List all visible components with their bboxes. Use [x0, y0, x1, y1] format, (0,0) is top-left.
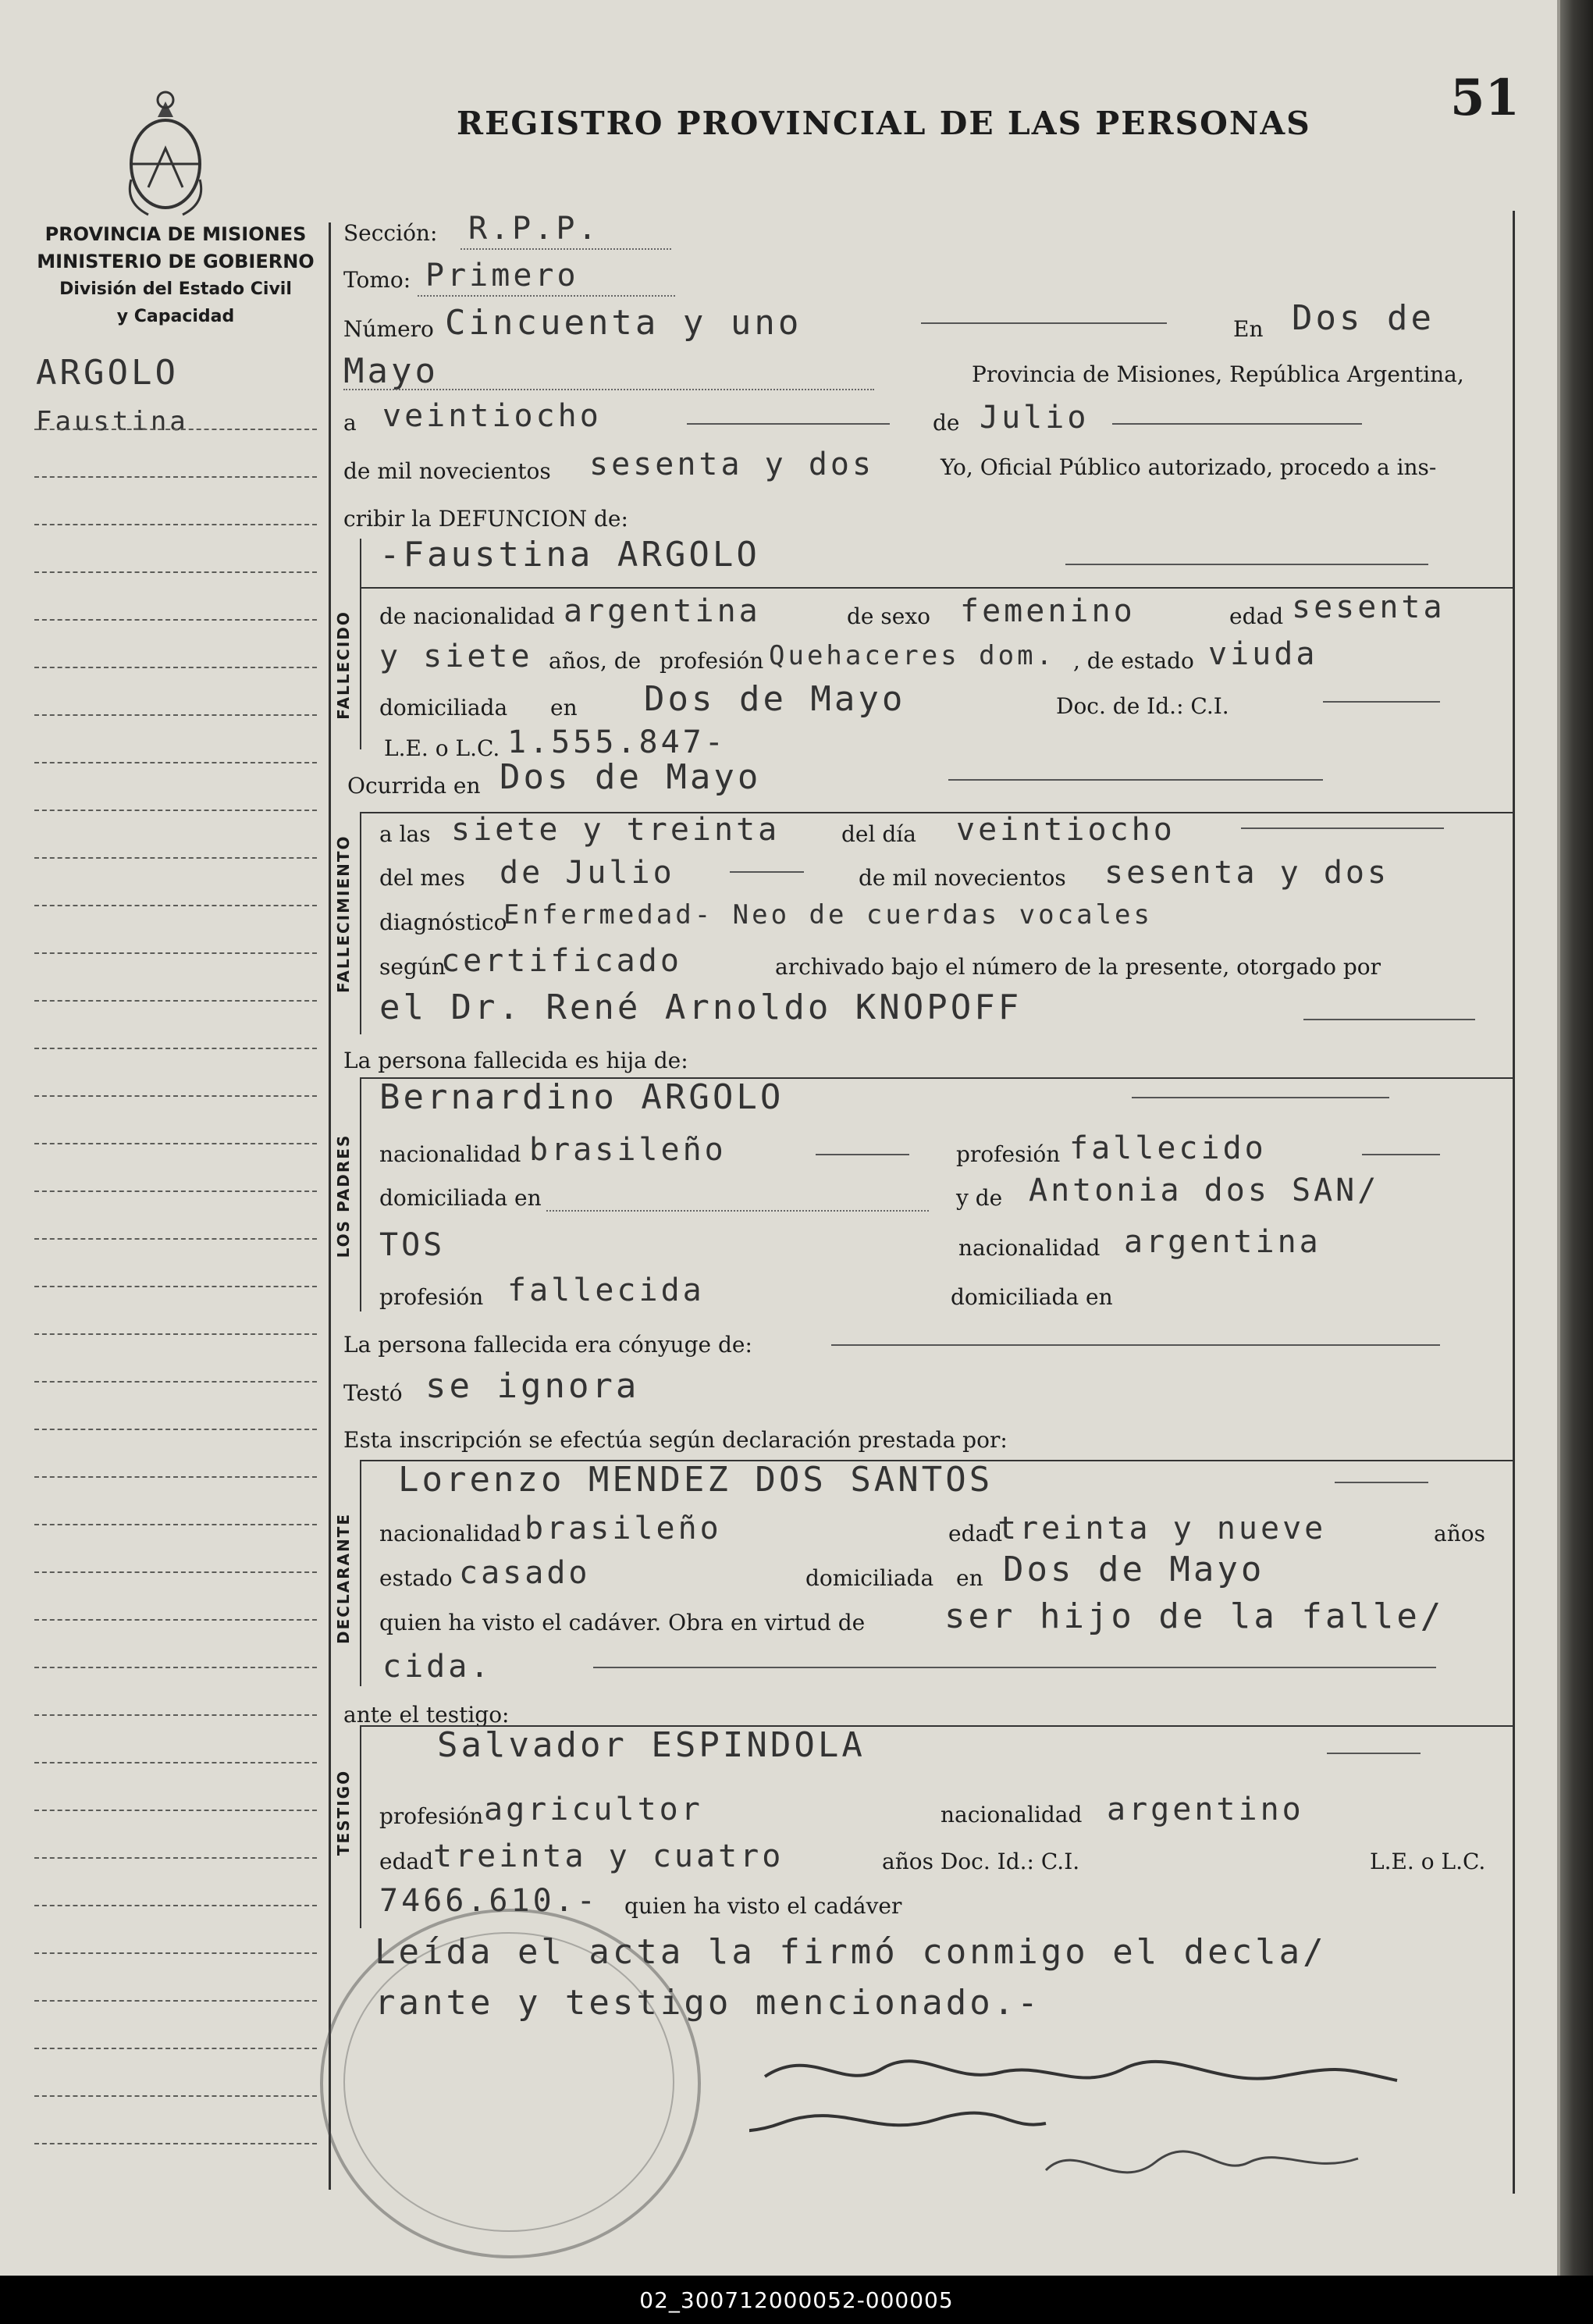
provincia-text: Provincia de Misiones, República Argentina,	[972, 361, 1464, 387]
profesion-label: profesión	[660, 648, 764, 674]
declarante-nac-value: brasileño	[524, 1511, 722, 1546]
doc-dash	[1323, 701, 1440, 703]
madre-nac-value: argentina	[1124, 1224, 1321, 1260]
medico-dash	[1303, 1019, 1475, 1020]
padre-nac-value: brasileño	[529, 1132, 727, 1168]
conyuge-label: La persona fallecida era cónyuge de:	[343, 1332, 752, 1358]
seccion-value: R.P.P.	[468, 211, 600, 247]
anio-value: sesenta y dos	[589, 447, 875, 482]
tomo-line	[418, 295, 675, 297]
province-label: PROVINCIA DE MISIONES	[44, 223, 307, 245]
mes-value: Julio	[980, 400, 1090, 436]
padre-prof-dash	[1362, 1154, 1440, 1155]
testigo-prof-label: profesión	[379, 1803, 484, 1829]
mes-value-2: de Julio	[500, 855, 675, 891]
fallecimiento-bar	[360, 812, 361, 1034]
testigo-nac-value: argentino	[1107, 1792, 1304, 1828]
archivado-text: archivado bajo el número de la presente, otorgado por	[775, 954, 1381, 980]
padre-prof-label: profesión	[956, 1141, 1061, 1167]
anio-label: de mil novecientos	[343, 458, 551, 484]
testigo-nac-label: nacionalidad	[941, 1802, 1083, 1828]
footer-id: 02_300712000052-000005	[0, 2276, 1593, 2324]
capacity-label: y Capacidad	[116, 307, 235, 326]
testigo-name: Salvador ESPINDOLA	[437, 1725, 866, 1765]
testigo-edad-value: treinta y cuatro	[433, 1838, 784, 1874]
diagnostico-label: diagnóstico	[379, 909, 507, 935]
ocurrida-value: Dos de Mayo	[500, 757, 762, 797]
declarante-edad-label: edad	[948, 1521, 1003, 1546]
tomo-value: Primero	[425, 258, 579, 294]
testigo-prof-value: agricultor	[484, 1792, 703, 1828]
sexo-label: de sexo	[847, 603, 930, 629]
closing-line-2: rante y testigo mencionado.-	[375, 1983, 1041, 2023]
en-label: En	[1233, 316, 1264, 342]
padres-bar	[360, 1077, 361, 1311]
nacionalidad-label: de nacionalidad	[379, 603, 555, 629]
ocurrida-label: Ocurrida en	[347, 773, 481, 799]
official-stamp-inner	[343, 1932, 674, 2232]
signatures-graphic	[749, 2045, 1452, 2209]
deceased-name: -Faustina ARGOLO	[379, 535, 760, 575]
edad-continued: y siete	[379, 639, 533, 674]
ocurrida-dash	[948, 779, 1323, 781]
padre-dom-line	[546, 1210, 929, 1212]
hora-value: siete y treinta	[451, 812, 780, 848]
le-value: 1.555.847-	[507, 724, 727, 760]
domicilio-value: Dos de Mayo	[644, 679, 906, 719]
book-edge	[1560, 0, 1593, 2276]
dia-label-2: del día	[841, 821, 916, 847]
madre-name-continued: TOS	[379, 1227, 446, 1263]
testigo-le-label: L.E. o L.C.	[1370, 1849, 1486, 1874]
diagnostico-value: Enfermedad- Neo de cuerdas vocales	[503, 899, 1153, 931]
testigo-dash	[1327, 1753, 1421, 1754]
yde-label: y de	[956, 1185, 1003, 1211]
place-continued: Mayo	[343, 351, 439, 391]
edad-value: sesenta	[1292, 589, 1445, 625]
profesion-value: Quehaceres dom.	[769, 640, 1056, 671]
institution-block	[23, 221, 328, 330]
nacionalidad-value: argentina	[564, 593, 761, 629]
tomo-label: Tomo:	[343, 267, 411, 293]
seccion-label: Sección:	[343, 220, 438, 246]
declarante-estado-label: estado	[379, 1565, 453, 1591]
testigo-doc-label: años Doc. Id.: C.I.	[882, 1849, 1080, 1874]
mes-label-2: del mes	[379, 865, 465, 891]
testigo-edad-label: edad	[379, 1849, 434, 1874]
le-label: L.E. o L.C.	[384, 735, 500, 761]
padre-name: Bernardino ARGOLO	[379, 1077, 784, 1117]
declarante-anios-label: años	[1434, 1521, 1485, 1546]
testo-value: se ignora	[425, 1366, 640, 1406]
obra-text: quien ha visto el cadáver. Obra en virtud de	[379, 1610, 866, 1635]
fallecimiento-section-label: FALLECIMIENTO	[334, 835, 353, 993]
anio-value-2: sesenta y dos	[1104, 855, 1390, 891]
numero-label: Número	[343, 316, 434, 342]
madre-nac-label: nacionalidad	[958, 1235, 1101, 1261]
dia-dash	[687, 423, 890, 425]
padre-dash	[1132, 1097, 1389, 1098]
madre-prof-value: fallecida	[507, 1272, 705, 1308]
de-label: de	[933, 410, 960, 436]
padre-prof-value: fallecido	[1069, 1130, 1267, 1166]
en-value: Dos de	[1292, 298, 1435, 338]
sexo-value: femenino	[960, 593, 1136, 629]
testigo-section-label: TESTIGO	[334, 1769, 353, 1856]
margin-given-name: Faustina	[36, 406, 189, 437]
doc-label: Doc. de Id.: C.I.	[1056, 693, 1229, 719]
testigo-bar	[360, 1725, 361, 1928]
declarante-domicilio: Dos de Mayo	[1003, 1550, 1265, 1589]
madre-prof-label: profesión	[379, 1284, 484, 1310]
testigo-visto-text: quien ha visto el cadáver	[624, 1893, 902, 1919]
declarante-en-label: en	[956, 1565, 983, 1591]
padres-intro: La persona fallecida es hija de:	[343, 1048, 688, 1073]
declarante-section-label: DECLARANTE	[334, 1512, 353, 1645]
declarante-estado-value: casado	[459, 1555, 591, 1591]
declarante-nac-label: nacionalidad	[379, 1521, 521, 1546]
declarante-name: Lorenzo MENDEZ DOS SANTOS	[398, 1460, 994, 1500]
margin-surname: ARGOLO	[36, 353, 179, 393]
closing-line-1: Leída el acta la firmó conmigo el decla/	[375, 1932, 1327, 1972]
dia-value: veintiocho	[382, 398, 602, 434]
officer-text: Yo, Oficial Público autorizado, procedo a ins-	[941, 454, 1437, 480]
ministry-label: MINISTERIO DE GOBIERNO	[37, 251, 315, 272]
padre-nac-label: nacionalidad	[379, 1141, 521, 1167]
padres-section-label: LOS PADRES	[334, 1134, 353, 1258]
argentina-coat-of-arms-icon	[125, 86, 206, 219]
padre-dom-label: domiciliada en	[379, 1185, 542, 1211]
a-label: a	[343, 410, 357, 436]
testigo-le-value: 7466.610.-	[379, 1883, 599, 1919]
medico-value: el Dr. René Arnoldo KNOPOFF	[379, 988, 1022, 1027]
domiciliada-label: domiciliada	[379, 695, 508, 721]
declaracion-intro: Esta inscripción se efectúa según declaración prestada por:	[343, 1427, 1008, 1453]
testo-label: Testó	[343, 1380, 403, 1406]
obra-continued: cida.	[382, 1649, 492, 1685]
padre-nac-dash	[816, 1154, 909, 1155]
declarante-edad-value: treinta y nueve	[997, 1511, 1327, 1546]
dia-dash-2	[1241, 827, 1444, 829]
obra-dash	[593, 1667, 1436, 1668]
en-label-2: en	[550, 695, 578, 721]
dia-value-2: veintiocho	[956, 812, 1175, 848]
estado-value: viuda	[1208, 636, 1318, 672]
inscribir-text: cribir la DEFUNCION de:	[343, 506, 628, 532]
madre-name: Antonia dos SAN/	[1029, 1173, 1380, 1208]
edad-label: edad	[1229, 603, 1284, 629]
conyuge-dash	[831, 1344, 1440, 1346]
testigo-intro: ante el testigo:	[343, 1702, 510, 1728]
seccion-line	[460, 248, 671, 250]
mes-dash	[1112, 423, 1362, 425]
segun-value: certificado	[441, 943, 682, 979]
margin-divider	[329, 222, 331, 2190]
right-border	[1513, 211, 1515, 2194]
obra-value: ser hijo de la falle/	[944, 1596, 1445, 1636]
declarante-bar	[360, 1460, 361, 1686]
estado-label: , de estado	[1073, 648, 1194, 674]
numero-dash	[921, 322, 1167, 324]
fallecido-top-rule	[360, 587, 1513, 589]
declarante-dash	[1335, 1482, 1428, 1483]
numero-value: Cincuenta y uno	[445, 303, 802, 343]
fallecido-section-label: FALLECIDO	[334, 610, 353, 720]
anio-label-2: de mil novecientos	[859, 865, 1066, 891]
mes-dash-2	[730, 871, 804, 873]
hora-label: a las	[379, 821, 431, 847]
name-dash	[1065, 564, 1428, 565]
segun-label: según	[379, 954, 446, 980]
madre-dom-label: domiciliada en	[951, 1284, 1113, 1310]
fallecido-bar	[360, 539, 361, 749]
division-label: División del Estado Civil	[59, 279, 292, 299]
page-number: 51	[1450, 69, 1520, 127]
declarante-dom-label: domiciliada	[805, 1565, 934, 1591]
place-line	[343, 389, 874, 390]
anios-label: años, de	[549, 648, 642, 674]
page-title: REGISTRO PROVINCIAL DE LAS PERSONAS	[457, 105, 1311, 142]
margin-lines	[34, 383, 317, 2144]
